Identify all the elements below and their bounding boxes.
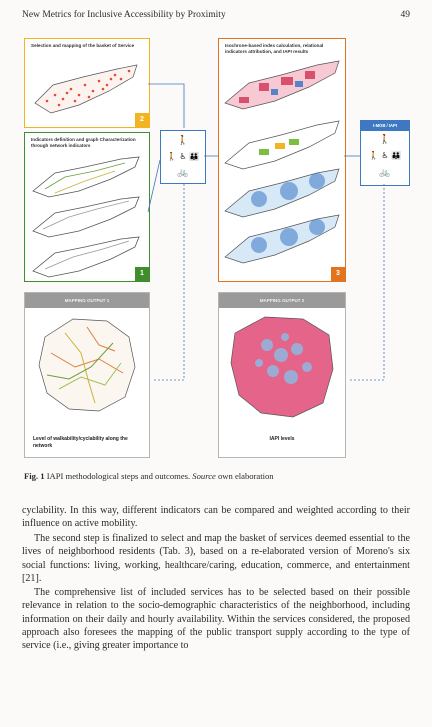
caption-source-label: Source [192, 471, 216, 481]
step-3-number: 3 [331, 267, 345, 281]
output-1-label: Level of walkability/cyclability along the network [33, 436, 128, 449]
page-number: 49 [400, 10, 410, 20]
user-groups-icon: 🚶 ♿ 👪 [368, 151, 402, 160]
output-1-header: MAPPING OUTPUT 1 [25, 293, 149, 308]
figure-caption [24, 471, 274, 481]
caption-source-text: own elaboration [218, 471, 274, 481]
step-1-number: 1 [135, 267, 149, 281]
pedestrian-icon: 🚶 [379, 135, 391, 145]
caption-text: IAPI methodological steps and outcomes. [46, 471, 191, 481]
output-2-label: IAPI levels [269, 436, 295, 442]
paragraph-1: cyclability. In this way, different indicators can be compared and weighted according to their influence on active mobility. [22, 505, 410, 530]
step-2-label: Selection and mapping of the basket of Service [31, 43, 135, 48]
step-2-number: 2 [135, 113, 149, 127]
step-1-label: Indicators definition and graph Characterization through network indicators [31, 137, 136, 148]
pedestrian-icon: 🚶 [177, 136, 189, 146]
user-groups-icon: 🚶 ♿ 👪 [166, 152, 200, 161]
running-title: New Metrics for Inclusive Accessibility by Proximity [22, 10, 226, 20]
paragraph-3: The comprehensive list of included services has to be selected based on their possible relevance in relation to the socio-demographic characteristics of the neighborhood, including information on their daily and hourly availability. Within the services considered, the proposed approach also foresees the mapping of the public transport supply according to the type of service (i.e., giving greater importance to [22, 587, 410, 652]
modes-box-heading: I-MOB / IAPI [361, 121, 409, 131]
output-2-header: MAPPING OUTPUT 2 [219, 293, 345, 308]
paragraph-2: The second step is finalized to select and map the basket of services deemed essential to the lives of neighborhood residents (Tab. 3), based on a re-elaborated version of Moreno's six social functions: living, working, healthcare/caring, education, commerce, and entertainment [21]. [22, 533, 410, 584]
figure-label: Fig. 1 [24, 471, 45, 481]
bicycle-icon: 🚲 [177, 168, 189, 178]
bicycle-icon: 🚲 [379, 168, 391, 178]
step-3-label: Isochrone-based index calculation, relational indicators attribution, and IAPI results [225, 43, 324, 54]
